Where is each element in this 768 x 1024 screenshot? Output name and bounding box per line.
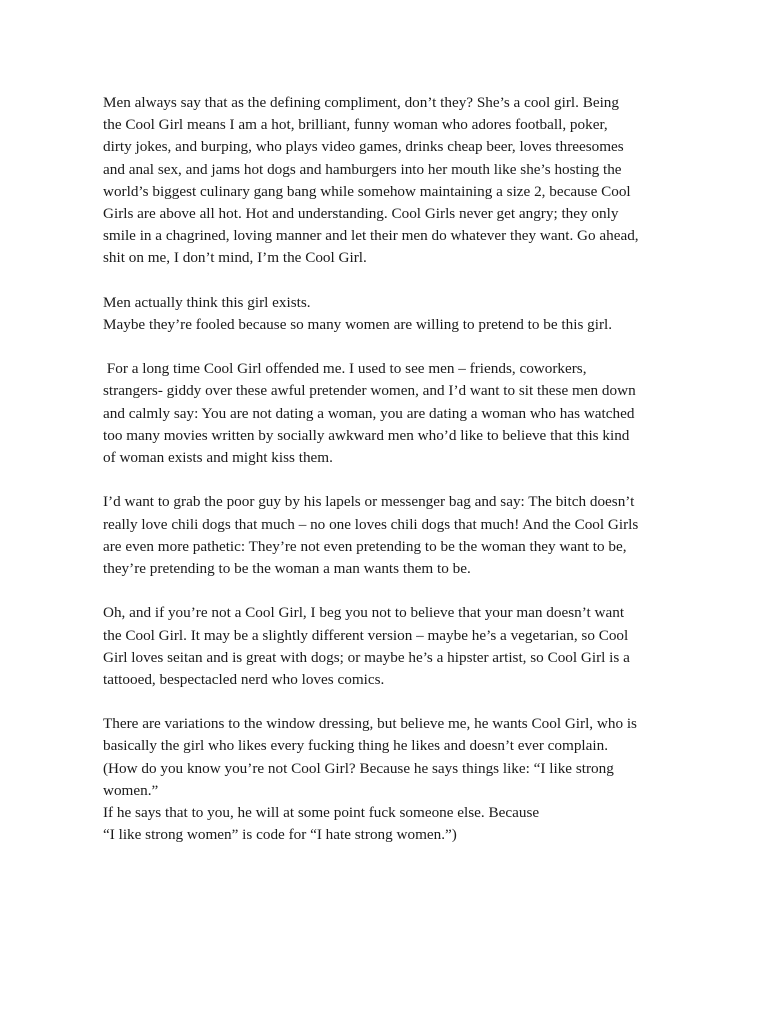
text-line: Oh, and if you’re not a Cool Girl, I beg you not to believe that your man doesn’t want (103, 604, 625, 622)
text-line: dirty jokes, and burping, who plays video games, drinks cheap beer, loves threesomes (103, 138, 624, 156)
text-line: world’s biggest culinary gang bang while somehow maintaining a size 2, because Cool (103, 182, 631, 200)
text-line: Men actually think this girl exists. (103, 293, 311, 311)
paragraph (103, 292, 703, 336)
text-line: are even more pathetic: They’re not even pretending to be the woman they want to be, (103, 537, 627, 555)
text-line: Girls are above all hot. Hot and understanding. Cool Girls never get angry; they only (103, 204, 619, 222)
text-line: smile in a chagrined, loving manner and let their men do whatever they want. Go ahead, (103, 227, 639, 245)
paragraph-gap (103, 691, 703, 713)
text-line: Girl loves seitan and is great with dogs; or maybe he’s a hipster artist, so Cool Girl is a (103, 648, 630, 666)
text-line: strangers- giddy over these awful pretender women, and I’d want to sit these men down (103, 382, 636, 400)
text-line: There are variations to the window dressing, but believe me, he wants Cool Girl, who is (103, 715, 637, 733)
paragraph-gap (103, 580, 703, 602)
text-line: and calmly say: You are not dating a woman, you are dating a woman who has watched (103, 404, 635, 422)
text-line: really love chili dogs that much – no one loves chili dogs that much! And the Cool Girls (103, 515, 639, 533)
text-line: the Cool Girl means I am a hot, brilliant, funny woman who adores football, poker, (103, 116, 608, 134)
paragraph-gap (103, 336, 703, 358)
text-line: If he says that to you, he will at some point fuck someone else. Because (103, 804, 540, 821)
text-line: “I like strong women” is code for “I hate strong women.”) (103, 826, 457, 844)
text-line: women.” (103, 781, 159, 799)
text-line: tattooed, bespectacled nerd who loves comics. (103, 670, 385, 688)
text-line: Men always say that as the defining compliment, don’t they? She’s a cool girl. Being (103, 94, 619, 111)
text-line: the Cool Girl. It may be a slightly different version – maybe he’s a vegetarian, so Cool (103, 626, 629, 644)
text-line: of woman exists and might kiss them. (103, 449, 333, 466)
paragraph (103, 602, 703, 691)
paragraph-gap (103, 270, 703, 292)
paragraph (103, 491, 703, 580)
text-line: too many movies written by socially awkward men who’d like to believe that this kind (103, 426, 630, 444)
text-line: For a long time Cool Girl offended me. I used to see men – friends, coworkers, (103, 360, 587, 378)
text-line: (How do you know you’re not Cool Girl? Because he says things like: “I like strong (103, 759, 614, 777)
text-line: they’re pretending to be the woman a man wants them to be. (103, 559, 471, 577)
document-page (103, 92, 703, 846)
paragraph (103, 358, 703, 469)
text-line: Maybe they’re fooled because so many women are willing to pretend to be this girl. (103, 315, 613, 333)
paragraph (103, 92, 703, 270)
paragraph-gap (103, 469, 703, 491)
text-line: I’d want to grab the poor guy by his lapels or messenger bag and say: The bitch doesn’t (103, 493, 635, 511)
text-line: shit on me, I don’t mind, I’m the Cool Girl. (103, 249, 367, 267)
text-line: and anal sex, and jams hot dogs and hamburgers into her mouth like she’s hosting the (103, 160, 622, 178)
paragraph (103, 713, 703, 846)
text-line: basically the girl who likes every fucking thing he likes and doesn’t ever complain. (103, 737, 608, 755)
